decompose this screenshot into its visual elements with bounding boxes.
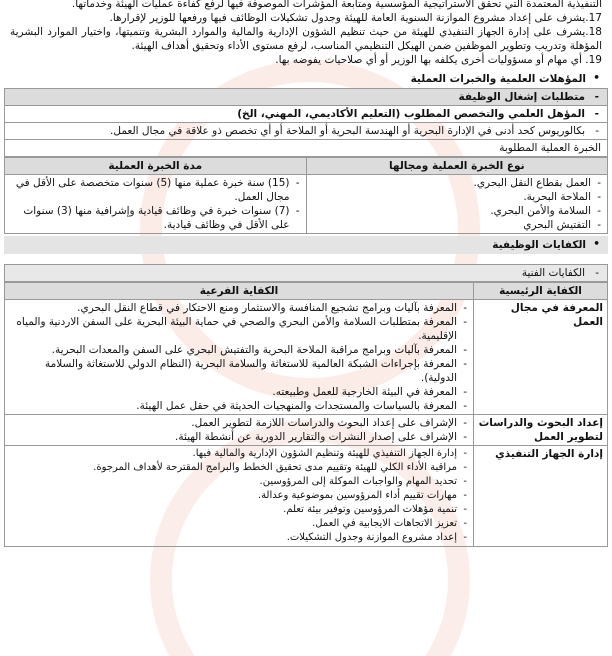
sub-competency-item: - إدارة الجهاز التنفيذي للهيئة وتنظيم الشؤون الإدارية والمالية فيها. (9, 447, 469, 461)
main-competency: المعرفة في مجال العمل (474, 300, 608, 415)
sub-competency-item: - الإشراف على إصدار النشرات والتقارير الدورية عن أنشطة الهيئة. (9, 430, 469, 444)
experience-duration-header: مدة الخبرة العملية (5, 158, 307, 175)
qualifications-heading: • المؤهلات العلمية والخبرات العملية (4, 70, 608, 88)
experience-duration-item: - (15) سنة خبرة عملية منها (5) سنوات متخصصة على الأقل في مجال العمل. (9, 176, 302, 204)
sub-competency-item: - الإشراف على إعداد البحوث والدراسات اللازمة لتطوير العمل. (9, 416, 469, 430)
table-row (5, 300, 608, 415)
duty-item: 18.يشرف على إدارة الجهاز التنفيذي للهيئة من حيث تنظيم الشؤون الإدارية والمالية والموارد البشرية وتنميتها، واختيار الموارد البشرية المؤهلة وتدريب وتطوير الموظفين ضمن الهيكل التنظيمي المناسب، لرفع مستوى الأداء وتحقيق أهداف الهيئة. (10, 26, 602, 52)
experience-types-cell (306, 175, 608, 234)
competencies-heading: • الكفايات الوظيفية (4, 236, 608, 254)
sub-competency-item: - إعداد مشروع الموازنة وجدول التشكيلات. (9, 531, 469, 545)
sub-competency-item: - المعرفة بآليات وبرامج مراقبة الملاحة البحرية والتفتيش البحري على السفن والمعدات البحرية. (9, 343, 469, 357)
sub-competencies-cell (5, 415, 474, 446)
requirements-bar: - متطلبات إشغال الوظيفة (4, 88, 608, 106)
sub-competency-item: - المعرفة بالسياسات والمستجدات والمنهجيات الحديثة في حقل عمل الهيئة. (9, 399, 469, 413)
sub-competency-item: - مراقبة الأداء الكلي للهيئة وتقييم مدى تحقيق الخطط والبرامج المقترحة لأهداف المرجوة. (9, 461, 469, 475)
duty-item: التنفيذية المعتمدة التي تحقق الاستراتيجية المؤسسية ومتابعة المؤشرات الموصوفة فيها لرفع كفاءة عمليات الهيئة وخدماتها. (71, 0, 602, 10)
sub-competency-item: - مهارات تقييم أداء المرؤوسين بموضوعية وعدالة. (9, 489, 469, 503)
experience-durations-cell (5, 175, 307, 234)
main-competency-header: الكفاية الرئيسية (474, 283, 608, 300)
experience-duration-item: - (7) سنوات خبرة في وظائف قيادية وإشرافية منها (3) سنوات على الأقل في وظائف قيادية. (9, 204, 302, 232)
duties-list (4, 0, 608, 67)
duty-item: 17.يشرف على إعداد مشروع الموازنة السنوية العامة للهيئة وجدول تشكيلات الوظائف فيها ورفعها للوزير لإقرارها. (109, 12, 602, 24)
main-competency: إدارة الجهاز التنفيذي (474, 446, 608, 547)
sub-competency-item: - المعرفة بآليات وبرامج تشجيع المنافسة والاستثمار ومنع الاحتكار في قطاع النقل البحري. (9, 301, 469, 315)
sub-competency-item: - تحديد المهام والواجبات الموكلة إلى المرؤوسين. (9, 475, 469, 489)
sub-competency-item: - المعرفة في البيئة الخارجية للعمل وطبيعته. (9, 385, 469, 399)
experience-type-item: - الملاحة البحرية. (311, 190, 604, 204)
sub-competencies-cell (5, 300, 474, 415)
sub-competency-header: الكفاية الفرعية (5, 283, 474, 300)
experience-table (4, 157, 608, 234)
table-row (5, 415, 608, 446)
education-text: - بكالوريوس كحد أدنى في الإدارة البحرية أو الهندسة البحرية أو الملاحة أو أي تخصص ذو علاقة في مجال العمل. (4, 123, 608, 140)
experience-heading: الخبرة العملية المطلوبة (4, 140, 608, 157)
duty-item: 19. أي مهام أو مسؤوليات أخرى يكلفه بها الوزير أو أي صلاحيات يفوضه بها. (275, 54, 602, 66)
sub-competencies-cell (5, 446, 474, 547)
main-competency: إعداد البحوث والدراسات لتطوير العمل (474, 415, 608, 446)
sub-competency-item: - تنمية مؤهلات المرؤوسين وتوفير بيئة تعلم. (9, 503, 469, 517)
experience-type-item: - التفتيش البحري (311, 218, 604, 232)
education-bar: - المؤهل العلمي والتخصص المطلوب (التعليم الأكاديمي، المهني، الخ) (4, 106, 608, 123)
technical-competencies-bar: - الكفايات الفنية (4, 264, 608, 282)
experience-type-item: - العمل بقطاع النقل البحري. (311, 176, 604, 190)
experience-type-item: - السلامة والأمن البحري. (311, 204, 604, 218)
competencies-table (4, 282, 608, 547)
sub-competency-item: - تعزيز الاتجاهات الايجابية في العمل. (9, 517, 469, 531)
sub-competency-item: - المعرفة بمتطلبات السلامة والأمن البحري والصحي في حماية البيئة البحرية على السفن الاردنية والمياه الإقليمية. (9, 315, 469, 343)
table-row (5, 446, 608, 547)
sub-competency-item: - المعرفة بإجراءات الشبكة العالمية للاستغاثة والسلامة البحرية (النظام الدولي للاستغاثة والسلامة الدولية). (9, 357, 469, 385)
experience-type-header: نوع الخبرة العملية ومجالها (306, 158, 608, 175)
